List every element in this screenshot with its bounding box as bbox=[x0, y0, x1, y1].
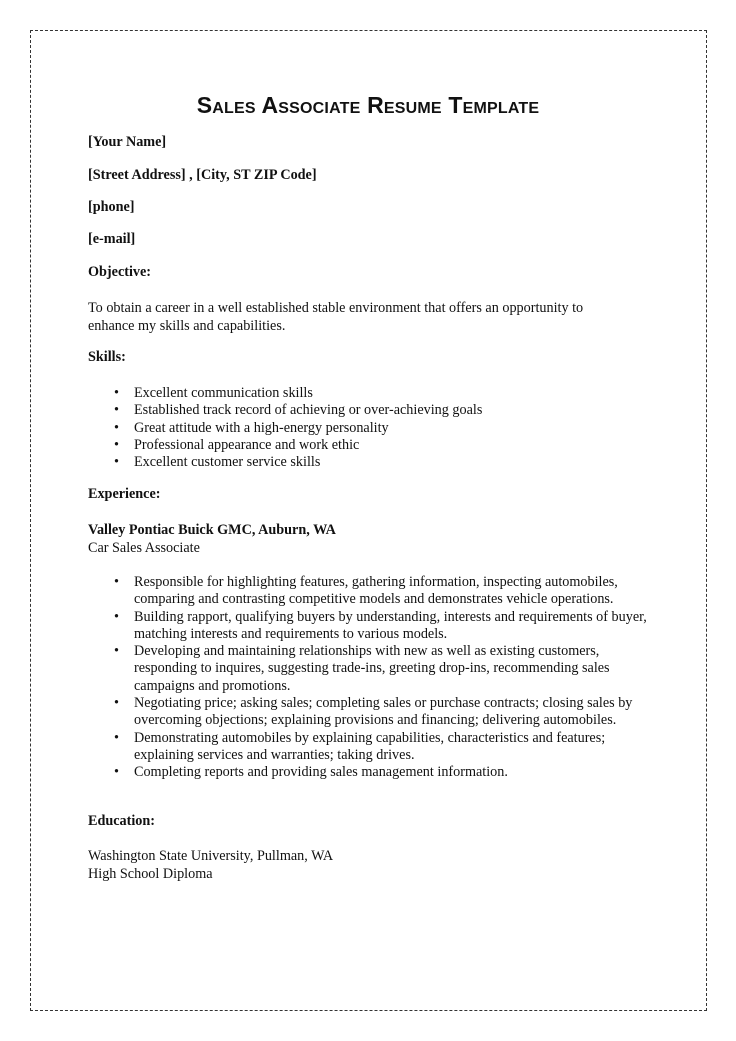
education-heading: Education: bbox=[88, 813, 156, 829]
contact-phone: [phone] bbox=[88, 199, 135, 215]
list-item: • Completing reports and providing sales management information. bbox=[88, 764, 664, 781]
list-item: • Building rapport, qualifying buyers by understanding, interests and requirements of buyer, matching interests and requirements to various models. bbox=[88, 609, 664, 644]
list-item: • Responsible for highlighting features, gathering information, inspecting automobiles, comparing and contrasting competitive models and demonstrates vehicle operations. bbox=[88, 574, 664, 609]
experience-list bbox=[88, 574, 664, 782]
list-item: • Developing and maintaining relationships with new as well as existing customers, responding to inquires, suggesting trade-ins, greeting drop-ins, recommending sales campaigns and promotions. bbox=[88, 643, 664, 695]
list-item: • Excellent customer service skills bbox=[88, 454, 664, 471]
degree: High School Diploma bbox=[88, 866, 213, 882]
list-item: • Established track record of achieving or over-achieving goals bbox=[88, 402, 664, 419]
list-item: • Demonstrating automobiles by explaining capabilities, characteristics and features; explaining services and warranties; taking drives. bbox=[88, 730, 664, 765]
objective-text: To obtain a career in a well established stable environment that offers an opportunity to enhance my skills and capabilities. bbox=[88, 300, 584, 334]
skills-heading: Skills: bbox=[88, 349, 126, 365]
contact-name: [Your Name] bbox=[88, 134, 167, 150]
contact-address: [Street Address] , [City, ST ZIP Code] bbox=[88, 167, 317, 183]
school: Washington State University, Pullman, WA bbox=[88, 848, 334, 864]
employer: Valley Pontiac Buick GMC, Auburn, WA bbox=[88, 522, 336, 538]
position: Car Sales Associate bbox=[88, 540, 200, 556]
skills-list bbox=[88, 385, 664, 471]
list-item: • Great attitude with a high-energy personality bbox=[88, 420, 664, 437]
document-title: Sales Associate Resume Template bbox=[196, 92, 540, 118]
list-item: • Excellent communication skills bbox=[88, 385, 664, 402]
list-item: • Professional appearance and work ethic bbox=[88, 437, 664, 454]
objective-heading: Objective: bbox=[88, 264, 152, 280]
list-item: • Negotiating price; asking sales; completing sales or purchase contracts; closing sales by overcoming objections; explaining provisions and financing; delivering automobiles. bbox=[88, 695, 664, 730]
experience-heading: Experience: bbox=[88, 486, 161, 502]
contact-email: [e-mail] bbox=[88, 231, 136, 247]
